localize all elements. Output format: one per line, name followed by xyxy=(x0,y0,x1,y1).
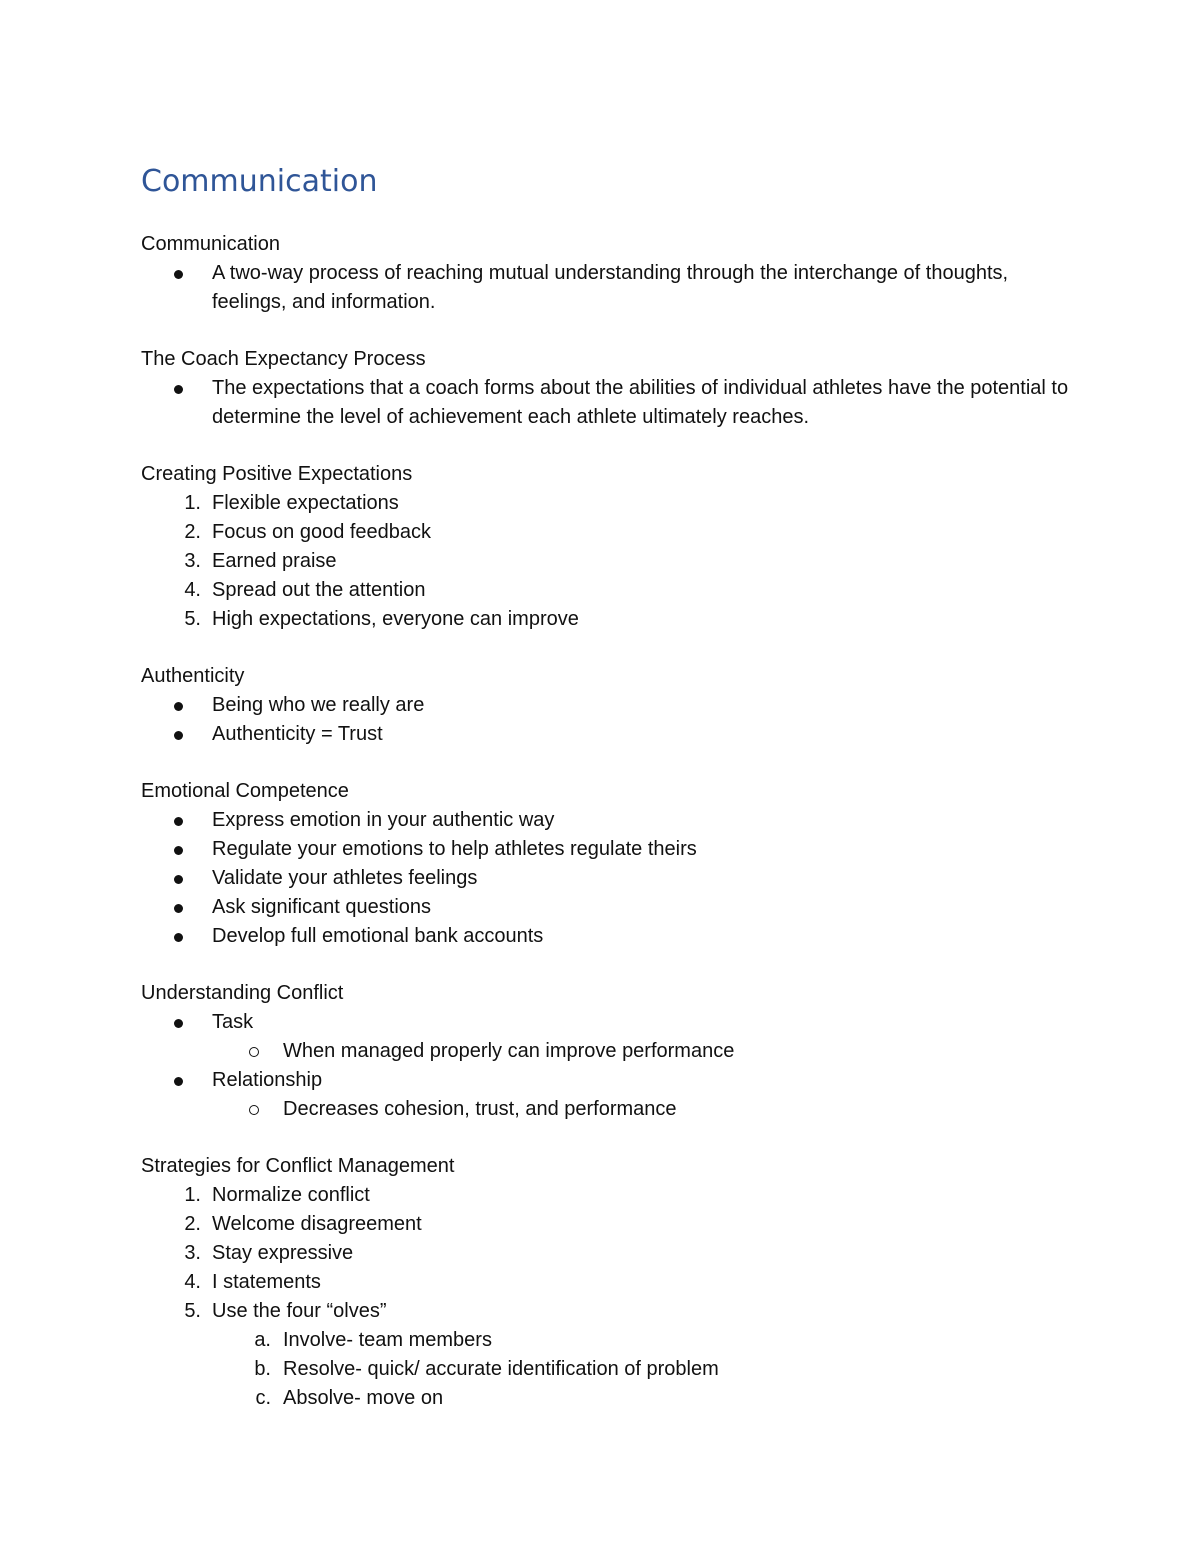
list-item-text: The expectations that a coach forms about the abilities of individual athletes have the potential to determine the level of achievement each athlete ultimately reaches. xyxy=(212,377,1069,428)
section-understanding-conflict xyxy=(141,979,1071,1124)
list-letter: c. xyxy=(255,1387,271,1409)
list-number: 5. xyxy=(184,1300,201,1322)
list-item-text: Develop full emotional bank accounts xyxy=(212,925,544,947)
document-page xyxy=(141,160,1071,1413)
list-item-text: Welcome disagreement xyxy=(212,1213,422,1235)
list-item xyxy=(141,547,1071,576)
section-heading: Authenticity xyxy=(141,665,245,687)
section-heading: The Coach Expectancy Process xyxy=(141,348,426,370)
list-item xyxy=(141,922,1071,951)
bullet-icon xyxy=(174,904,183,913)
list-item xyxy=(141,720,1071,749)
section-authenticity xyxy=(141,662,1071,749)
bullet-list xyxy=(141,806,1071,951)
sub-list-item-text: Involve- team members xyxy=(283,1329,492,1351)
section-conflict-strategies xyxy=(141,1152,1071,1413)
list-number: 2. xyxy=(184,1213,201,1235)
list-item-text: A two-way process of reaching mutual understanding through the interchange of thoughts, feelings, and information. xyxy=(212,262,1009,313)
section-emotional-competence xyxy=(141,777,1071,951)
hollow-circle-icon xyxy=(249,1047,259,1057)
bullet-icon xyxy=(174,817,183,826)
bullet-icon xyxy=(174,731,183,740)
list-item xyxy=(141,259,1071,317)
section-heading: Strategies for Conflict Management xyxy=(141,1155,455,1177)
list-item-text: Being who we really are xyxy=(212,694,425,716)
bullet-list xyxy=(141,374,1071,432)
numbered-list xyxy=(141,1181,1071,1413)
list-item xyxy=(141,1239,1071,1268)
list-number: 3. xyxy=(184,1242,201,1264)
list-item-text: Flexible expectations xyxy=(212,492,399,514)
list-item-text: I statements xyxy=(212,1271,321,1293)
list-item-text: Stay expressive xyxy=(212,1242,354,1264)
sub-list-item-text: When managed properly can improve performance xyxy=(283,1040,735,1062)
sub-list-item-text: Resolve- quick/ accurate identification of problem xyxy=(283,1358,719,1380)
list-item xyxy=(141,893,1071,922)
list-number: 1. xyxy=(184,1184,201,1206)
list-letter: b. xyxy=(254,1358,271,1380)
list-number: 4. xyxy=(184,579,201,601)
bullet-icon xyxy=(174,1019,183,1028)
list-item-text: Authenticity = Trust xyxy=(212,723,383,745)
bullet-icon xyxy=(174,270,183,279)
list-item xyxy=(141,518,1071,547)
list-item-text: Express emotion in your authentic way xyxy=(212,809,555,831)
sub-list-item xyxy=(141,1326,1071,1355)
list-item-text: Use the four “olves” xyxy=(212,1300,387,1322)
list-number: 1. xyxy=(184,492,201,514)
bullet-icon xyxy=(174,702,183,711)
list-number: 4. xyxy=(184,1271,201,1293)
list-item xyxy=(141,1008,1071,1037)
list-item xyxy=(141,1181,1071,1210)
list-item-text: Regulate your emotions to help athletes regulate theirs xyxy=(212,838,697,860)
list-item-text: Earned praise xyxy=(212,550,337,572)
bullet-list xyxy=(141,1008,1071,1124)
list-item-text: Focus on good feedback xyxy=(212,521,432,543)
section-heading: Emotional Competence xyxy=(141,780,349,802)
list-item-text: Normalize conflict xyxy=(212,1184,370,1206)
list-item xyxy=(141,806,1071,835)
bullet-list xyxy=(141,691,1071,749)
numbered-list xyxy=(141,489,1071,634)
list-item xyxy=(141,1210,1071,1239)
list-number: 5. xyxy=(184,608,201,630)
list-item xyxy=(141,864,1071,893)
section-communication xyxy=(141,230,1071,317)
page-title: Communication xyxy=(141,164,378,199)
list-item xyxy=(141,374,1071,432)
section-heading: Communication xyxy=(141,233,280,255)
sub-list-item-text: Absolve- move on xyxy=(283,1387,444,1409)
sub-list-item xyxy=(141,1095,1071,1124)
bullet-list xyxy=(141,259,1071,317)
list-item-text: Ask significant questions xyxy=(212,896,432,918)
bullet-icon xyxy=(174,1077,183,1086)
list-item-text: High expectations, everyone can improve xyxy=(212,608,579,630)
bullet-icon xyxy=(174,933,183,942)
list-item-text: Task xyxy=(212,1011,254,1033)
list-item xyxy=(141,691,1071,720)
list-letter: a. xyxy=(254,1329,271,1351)
bullet-icon xyxy=(174,875,183,884)
list-item xyxy=(141,835,1071,864)
list-number: 2. xyxy=(184,521,201,543)
list-item xyxy=(141,1297,1071,1326)
sub-list-item xyxy=(141,1355,1071,1384)
list-item-text: Relationship xyxy=(212,1069,323,1091)
section-heading: Understanding Conflict xyxy=(141,982,344,1004)
section-coach-expectancy xyxy=(141,345,1071,432)
list-item xyxy=(141,576,1071,605)
list-item xyxy=(141,1066,1071,1095)
list-item-text: Spread out the attention xyxy=(212,579,426,601)
section-heading: Creating Positive Expectations xyxy=(141,463,413,485)
list-item xyxy=(141,489,1071,518)
list-item xyxy=(141,1268,1071,1297)
hollow-circle-icon xyxy=(249,1105,259,1115)
list-number: 3. xyxy=(184,550,201,572)
sub-list-item-text: Decreases cohesion, trust, and performance xyxy=(283,1098,677,1120)
list-item-text: Validate your athletes feelings xyxy=(212,867,478,889)
sub-list-item xyxy=(141,1384,1071,1413)
section-positive-expectations xyxy=(141,460,1071,634)
sub-list-item xyxy=(141,1037,1071,1066)
bullet-icon xyxy=(174,385,183,394)
bullet-icon xyxy=(174,846,183,855)
list-item xyxy=(141,605,1071,634)
